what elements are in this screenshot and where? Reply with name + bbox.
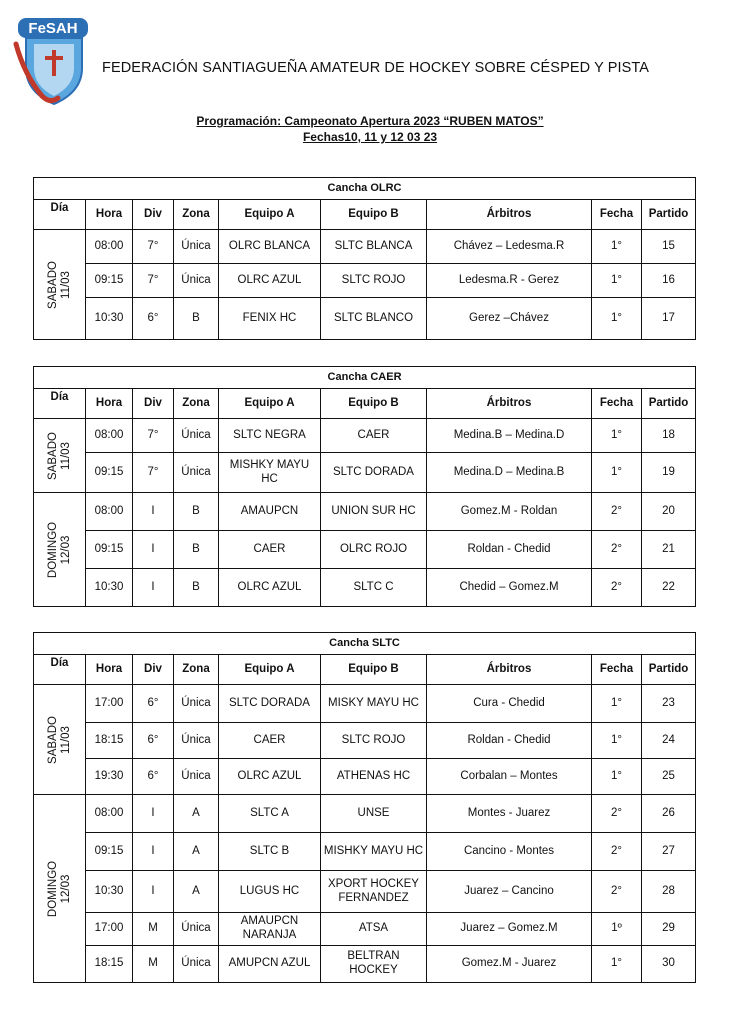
cell-div: M bbox=[133, 946, 174, 983]
column-header-dia: Día bbox=[34, 200, 86, 230]
day-date: 11/03 bbox=[59, 270, 72, 299]
cell-hora: 17:00 bbox=[86, 685, 133, 723]
day-label bbox=[46, 521, 72, 577]
cell-equipo-a: MISHKY MAYU HC bbox=[219, 453, 321, 493]
day-date: 12/03 bbox=[59, 535, 72, 564]
cell-zona: Única bbox=[174, 453, 219, 493]
cell-arbitros: Medina.B – Medina.D bbox=[427, 419, 592, 453]
cell-arbitros: Juarez – Gomez.M bbox=[427, 913, 592, 946]
cell-fecha: 2° bbox=[592, 569, 642, 607]
day-name: SABADO bbox=[46, 715, 59, 764]
cell-div: 7° bbox=[133, 230, 174, 264]
cell-partido: 16 bbox=[642, 264, 696, 298]
column-header-arbitros: Árbitros bbox=[427, 389, 592, 419]
column-header-div: Div bbox=[133, 389, 174, 419]
cell-equipo-b: SLTC ROJO bbox=[321, 723, 427, 759]
cell-hora: 10:30 bbox=[86, 569, 133, 607]
cell-fecha: 1° bbox=[592, 230, 642, 264]
cell-equipo-a: LUGUS HC bbox=[219, 871, 321, 913]
cell-zona: Única bbox=[174, 685, 219, 723]
cell-div: 7° bbox=[133, 419, 174, 453]
day-date: 11/03 bbox=[59, 441, 72, 470]
cell-equipo-b: CAER bbox=[321, 419, 427, 453]
cell-arbitros: Chedid – Gomez.M bbox=[427, 569, 592, 607]
cell-hora: 10:30 bbox=[86, 871, 133, 913]
cell-partido: 26 bbox=[642, 795, 696, 833]
day-label bbox=[46, 432, 72, 480]
cell-equipo-a: OLRC AZUL bbox=[219, 759, 321, 795]
cell-zona: A bbox=[174, 871, 219, 913]
cell-arbitros: Cancino - Montes bbox=[427, 833, 592, 871]
column-header-equipo-a: Equipo A bbox=[219, 200, 321, 230]
logo-text: FeSAH bbox=[28, 20, 78, 37]
cell-fecha: 1° bbox=[592, 419, 642, 453]
cell-equipo-b: MISKY MAYU HC bbox=[321, 685, 427, 723]
column-header-div: Div bbox=[133, 655, 174, 685]
cell-partido: 17 bbox=[642, 298, 696, 340]
cell-zona: Única bbox=[174, 230, 219, 264]
day-name: DOMINGO bbox=[46, 521, 59, 578]
cell-partido: 27 bbox=[642, 833, 696, 871]
cell-partido: 22 bbox=[642, 569, 696, 607]
cancha-title: Cancha CAER bbox=[34, 367, 696, 389]
day-label bbox=[46, 261, 72, 309]
cell-fecha: 2° bbox=[592, 871, 642, 913]
cell-arbitros: Gomez.M - Juarez bbox=[427, 946, 592, 983]
cell-hora: 08:00 bbox=[86, 795, 133, 833]
cell-equipo-b: UNION SUR HC bbox=[321, 493, 427, 531]
table-row bbox=[34, 569, 696, 607]
day-cell bbox=[34, 493, 86, 607]
cell-fecha: 1° bbox=[592, 759, 642, 795]
cell-fecha: 1° bbox=[592, 946, 642, 983]
column-header-partido: Partido bbox=[642, 389, 696, 419]
column-header-zona: Zona bbox=[174, 200, 219, 230]
program-title: Programación: Campeonato Apertura 2023 “RUBEN MATOS” bbox=[196, 114, 544, 128]
column-header-fecha: Fecha bbox=[592, 200, 642, 230]
cell-equipo-a: CAER bbox=[219, 723, 321, 759]
cell-equipo-b: MISHKY MAYU HC bbox=[321, 833, 427, 871]
table-row bbox=[34, 759, 696, 795]
federation-title: FEDERACIÓN SANTIAGUEÑA AMATEUR DE HOCKEY SOBRE CÉSPED Y PISTA bbox=[102, 60, 650, 76]
column-header-div: Div bbox=[133, 200, 174, 230]
cell-arbitros: Cura - Chedid bbox=[427, 685, 592, 723]
cell-equipo-b: XPORT HOCKEY FERNANDEZ bbox=[321, 871, 427, 913]
column-header-zona: Zona bbox=[174, 389, 219, 419]
column-header-equipo-b: Equipo B bbox=[321, 655, 427, 685]
cell-hora: 17:00 bbox=[86, 913, 133, 946]
cell-equipo-a: OLRC BLANCA bbox=[219, 230, 321, 264]
column-header-hora: Hora bbox=[86, 389, 133, 419]
table-row bbox=[34, 913, 696, 946]
cell-equipo-b: SLTC DORADA bbox=[321, 453, 427, 493]
cell-div: 7° bbox=[133, 453, 174, 493]
day-cell bbox=[34, 685, 86, 795]
table-row bbox=[34, 531, 696, 569]
cell-partido: 25 bbox=[642, 759, 696, 795]
cell-arbitros: Roldan - Chedid bbox=[427, 531, 592, 569]
cell-equipo-b: SLTC C bbox=[321, 569, 427, 607]
cell-partido: 23 bbox=[642, 685, 696, 723]
day-cell bbox=[34, 795, 86, 983]
table-row bbox=[34, 946, 696, 983]
cell-equipo-a: CAER bbox=[219, 531, 321, 569]
cell-partido: 24 bbox=[642, 723, 696, 759]
cell-arbitros: Corbalan – Montes bbox=[427, 759, 592, 795]
cell-hora: 18:15 bbox=[86, 723, 133, 759]
cell-div: I bbox=[133, 493, 174, 531]
cancha-row bbox=[34, 178, 696, 200]
cell-zona: A bbox=[174, 795, 219, 833]
schedule-table bbox=[33, 632, 696, 983]
cell-equipo-b: SLTC BLANCA bbox=[321, 230, 427, 264]
cell-equipo-b: SLTC ROJO bbox=[321, 264, 427, 298]
cell-zona: Única bbox=[174, 759, 219, 795]
cell-zona: Única bbox=[174, 419, 219, 453]
cell-div: M bbox=[133, 913, 174, 946]
table-row bbox=[34, 871, 696, 913]
column-header-equipo-b: Equipo B bbox=[321, 389, 427, 419]
cell-partido: 29 bbox=[642, 913, 696, 946]
cell-zona: B bbox=[174, 493, 219, 531]
cell-equipo-a: OLRC AZUL bbox=[219, 264, 321, 298]
cell-arbitros: Juarez – Cancino bbox=[427, 871, 592, 913]
cell-partido: 20 bbox=[642, 493, 696, 531]
cell-equipo-a: SLTC DORADA bbox=[219, 685, 321, 723]
cell-hora: 09:15 bbox=[86, 833, 133, 871]
cell-zona: Única bbox=[174, 264, 219, 298]
column-header-dia: Día bbox=[34, 655, 86, 685]
day-date: 12/03 bbox=[59, 874, 72, 903]
day-name: DOMINGO bbox=[46, 860, 59, 917]
table-row bbox=[34, 230, 696, 264]
cell-arbitros: Ledesma.R - Gerez bbox=[427, 264, 592, 298]
table-row bbox=[34, 833, 696, 871]
cell-equipo-b: ATSA bbox=[321, 913, 427, 946]
cell-fecha: 2° bbox=[592, 531, 642, 569]
cancha-row bbox=[34, 367, 696, 389]
column-header-partido: Partido bbox=[642, 655, 696, 685]
cell-equipo-a: AMAUPCN bbox=[219, 493, 321, 531]
header-row bbox=[34, 200, 696, 230]
fesah-logo bbox=[12, 14, 94, 106]
cell-hora: 09:15 bbox=[86, 264, 133, 298]
table-row bbox=[34, 264, 696, 298]
cell-hora: 18:15 bbox=[86, 946, 133, 983]
cancha-title: Cancha SLTC bbox=[34, 633, 696, 655]
cell-div: I bbox=[133, 833, 174, 871]
column-header-arbitros: Árbitros bbox=[427, 655, 592, 685]
cancha-title: Cancha OLRC bbox=[34, 178, 696, 200]
cell-fecha: 2° bbox=[592, 795, 642, 833]
cell-zona: Única bbox=[174, 723, 219, 759]
day-date: 11/03 bbox=[59, 725, 72, 754]
cell-zona: B bbox=[174, 569, 219, 607]
day-label bbox=[46, 860, 72, 916]
cell-partido: 21 bbox=[642, 531, 696, 569]
cell-fecha: 2° bbox=[592, 833, 642, 871]
day-cell bbox=[34, 230, 86, 340]
cell-zona: A bbox=[174, 833, 219, 871]
cell-fecha: 1° bbox=[592, 723, 642, 759]
column-header-equipo-a: Equipo A bbox=[219, 655, 321, 685]
cell-div: 6° bbox=[133, 685, 174, 723]
cell-hora: 08:00 bbox=[86, 419, 133, 453]
cell-equipo-b: BELTRAN HOCKEY bbox=[321, 946, 427, 983]
column-header-zona: Zona bbox=[174, 655, 219, 685]
column-header-equipo-b: Equipo B bbox=[321, 200, 427, 230]
schedule-table bbox=[33, 366, 696, 607]
cell-partido: 30 bbox=[642, 946, 696, 983]
column-header-hora: Hora bbox=[86, 655, 133, 685]
table-row bbox=[34, 419, 696, 453]
cell-equipo-a: AMAUPCN NARANJA bbox=[219, 913, 321, 946]
cell-div: 6° bbox=[133, 723, 174, 759]
cell-hora: 09:15 bbox=[86, 453, 133, 493]
column-header-fecha: Fecha bbox=[592, 389, 642, 419]
table-row bbox=[34, 298, 696, 340]
column-header-arbitros: Árbitros bbox=[427, 200, 592, 230]
cell-zona: Única bbox=[174, 913, 219, 946]
column-header-dia: Día bbox=[34, 389, 86, 419]
cell-fecha: 1° bbox=[592, 453, 642, 493]
cell-arbitros: Chávez – Ledesma.R bbox=[427, 230, 592, 264]
cell-div: 7° bbox=[133, 264, 174, 298]
cell-fecha: 1° bbox=[592, 264, 642, 298]
day-name: SABADO bbox=[46, 431, 59, 480]
cell-fecha: 1º bbox=[592, 913, 642, 946]
cell-partido: 28 bbox=[642, 871, 696, 913]
header-row bbox=[34, 389, 696, 419]
table-row bbox=[34, 685, 696, 723]
dates-line: Fechas10, 11 y 12 03 23 bbox=[302, 130, 438, 144]
day-cell bbox=[34, 419, 86, 493]
cell-arbitros: Roldan - Chedid bbox=[427, 723, 592, 759]
cell-zona: Única bbox=[174, 946, 219, 983]
cell-div: I bbox=[133, 569, 174, 607]
cell-div: I bbox=[133, 531, 174, 569]
table-row bbox=[34, 453, 696, 493]
column-header-fecha: Fecha bbox=[592, 655, 642, 685]
cell-equipo-a: AMUPCN AZUL bbox=[219, 946, 321, 983]
cell-hora: 10:30 bbox=[86, 298, 133, 340]
cell-equipo-a: FENIX HC bbox=[219, 298, 321, 340]
table-row bbox=[34, 493, 696, 531]
cell-hora: 09:15 bbox=[86, 531, 133, 569]
cell-equipo-b: ATHENAS HC bbox=[321, 759, 427, 795]
cell-hora: 08:00 bbox=[86, 230, 133, 264]
cell-arbitros: Gomez.M - Roldan bbox=[427, 493, 592, 531]
cell-arbitros: Medina.D – Medina.B bbox=[427, 453, 592, 493]
cell-div: I bbox=[133, 795, 174, 833]
cell-zona: B bbox=[174, 298, 219, 340]
cell-partido: 18 bbox=[642, 419, 696, 453]
cell-fecha: 1° bbox=[592, 685, 642, 723]
column-header-partido: Partido bbox=[642, 200, 696, 230]
cell-fecha: 2° bbox=[592, 493, 642, 531]
cell-equipo-b: SLTC BLANCO bbox=[321, 298, 427, 340]
cell-arbitros: Gerez –Chávez bbox=[427, 298, 592, 340]
cell-partido: 15 bbox=[642, 230, 696, 264]
cancha-row bbox=[34, 633, 696, 655]
cell-fecha: 1° bbox=[592, 298, 642, 340]
cell-arbitros: Montes - Juarez bbox=[427, 795, 592, 833]
column-header-hora: Hora bbox=[86, 200, 133, 230]
column-header-equipo-a: Equipo A bbox=[219, 389, 321, 419]
cell-equipo-a: SLTC A bbox=[219, 795, 321, 833]
cell-div: 6° bbox=[133, 759, 174, 795]
table-row bbox=[34, 795, 696, 833]
header-row bbox=[34, 655, 696, 685]
cell-div: 6° bbox=[133, 298, 174, 340]
cell-equipo-b: OLRC ROJO bbox=[321, 531, 427, 569]
table-row bbox=[34, 723, 696, 759]
day-label bbox=[46, 716, 72, 764]
cell-equipo-b: UNSE bbox=[321, 795, 427, 833]
cell-equipo-a: SLTC B bbox=[219, 833, 321, 871]
cell-partido: 19 bbox=[642, 453, 696, 493]
cell-equipo-a: OLRC AZUL bbox=[219, 569, 321, 607]
schedule-table bbox=[33, 177, 696, 340]
cell-hora: 08:00 bbox=[86, 493, 133, 531]
cell-zona: B bbox=[174, 531, 219, 569]
cell-div: I bbox=[133, 871, 174, 913]
day-name: SABADO bbox=[46, 260, 59, 309]
cell-equipo-a: SLTC NEGRA bbox=[219, 419, 321, 453]
cell-hora: 19:30 bbox=[86, 759, 133, 795]
